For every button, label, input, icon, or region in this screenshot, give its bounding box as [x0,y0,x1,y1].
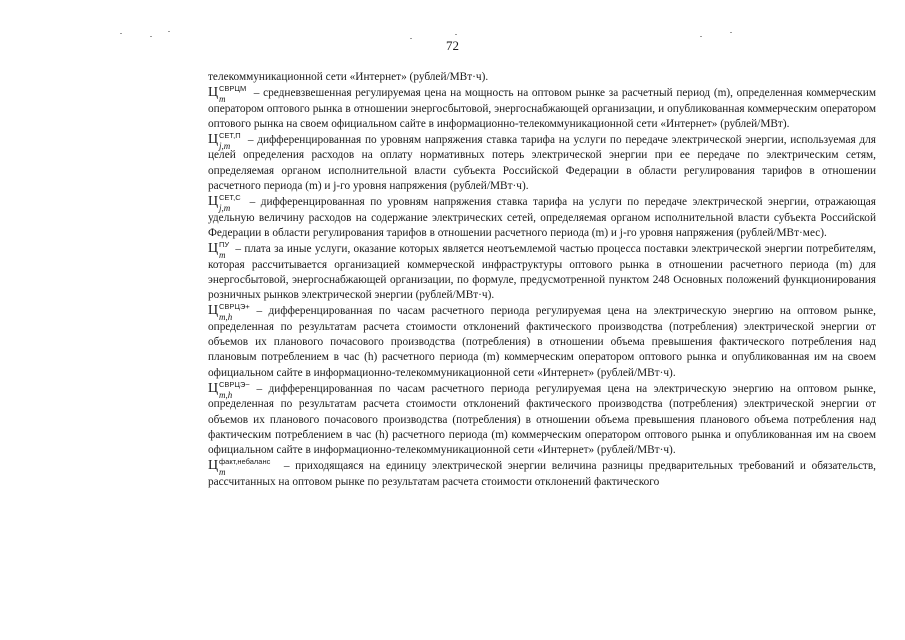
formula-symbol: Ц СЕТ,С j,m [208,193,241,214]
definition-paragraph [208,458,876,490]
definition-paragraph [208,85,876,132]
definition-text: – приходящаяся на единицу электрической энергии величина разницы предварительных требований и обязательств, рассчитанных на оптовом рынке по результатам расчета стоимости отклонений фактического [208,460,876,488]
definition-text: – дифференцированная по часам расчетного периода регулируемая цена на электрическую энергию на оптовом рынке, определенная по результатам расчета стоимости отклонений фактического производства (потребления) электрической энергии от объемов их планового почасового производства (потребления) в отношении объема превышения планового объема потребления над фактическим потреблением в час (h) расчетного периода (m) коммерческим оператором оптового рынка и опубликованная им на своем официальном сайте в информационно-телекоммуникационной сети «Интернет» (рублей/МВт·ч). [208,382,876,457]
definition-paragraph [208,241,876,303]
formula-symbol: Ц СВРЦЭ− m,h [208,379,250,400]
definition-text: – дифференцированная по уровням напряжения ставка тарифа на услуги по передаче электрической энергии, используемая для целей определения расходов на оплату нормативных потерь электрической энергии при ее передаче по электрическим сетям, определяемая органом исполнительной власти субъекта Российской Федерации в области регулирования тарифов в отношении расчетного периода (m) и j-го уровня напряжения (рублей/МВт·ч). [208,134,876,193]
definition-paragraph [208,194,876,241]
scan-speck [120,33,122,34]
formula-symbol: Ц СВРЦМ m [208,84,247,105]
formula-symbol: Ц факт,небаланс m [208,457,271,478]
definition-text: – дифференцированная по часам расчетного периода регулируемая цена на электрическую энергию на оптовом рынке, определенная по результатам расчета стоимости отклонений фактического производства (потребления) электрической энергии от объемов их планового почасового производства (потребления) в отношении объема превышения фактического потребления над плановым потреблением в час (h) расчетного периода (m) коммерческим оператором оптового рынка и опубликованная им на своем официальном сайте в информационно-телекоммуникационной сети «Интернет» (рублей/МВт·ч). [208,305,876,379]
definition-text: – средневзвешенная регулируемая цена на мощность на оптовом рынке за расчетный период (m), определенная коммерческим оператором оптового рынка в отношении энергосбытовой, энергоснабжающей организации, и опубликованная коммерческим оператором оптового рынка на своем официальном сайте в информационно-телекоммуникационной сети «Интернет» (рублей/МВт). [208,87,876,130]
formula-symbol: Ц СЕТ,П j,m [208,131,241,152]
formula-symbol: Ц ПУ m [208,240,230,261]
definition-text: – дифференцированная по уровням напряжения ставка тарифа на услуги по передаче электрической энергии, отражающая удельную величину расходов на содержание электрических сетей, определяемая органом исполнительной власти субъекта Российской Федерации в области регулирования тарифов в отношении расчетного периода (m) и j-го уровня напряжения (рублей/МВт·мес). [208,196,876,239]
definition-paragraph [208,381,876,458]
document-body [208,70,876,490]
formula-symbol: Ц СВРЦЭ+ m,h [208,302,250,323]
scan-speck [700,36,702,37]
definition-paragraph [208,132,876,194]
paragraph: телекоммуникационной сети «Интернет» (рублей/МВт·ч). [208,71,489,83]
scan-speck [730,32,732,33]
scan-speck [168,31,170,32]
scan-speck [455,34,457,35]
page-number: 72 [446,38,459,53]
scan-speck [150,36,152,37]
definition-paragraph [208,303,876,380]
definition-text: – плата за иные услуги, оказание которых является неотъемлемой частью процесса поставки электрической энергии потребителям, которая рассчитывается организацией коммерческой инфраструктуры оптового рынка в отношении расчетного периода (m) для энергосбытовой, энергоснабжающей организации, по формуле, предусмотренной пунктом 248 Основных положений функционирования розничных рынков электрической энергии (рублей/МВт·ч). [208,243,876,302]
